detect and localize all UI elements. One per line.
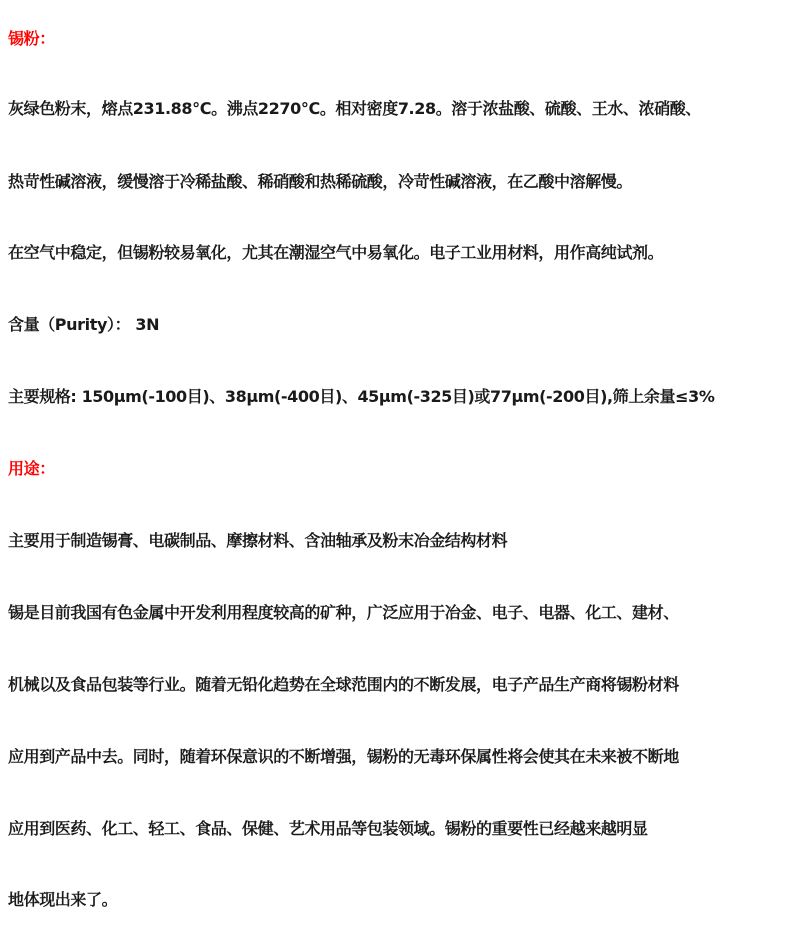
usage-text-line: 锡是目前我国有色金属中开发利用程度较高的矿种，广泛应用于冶金、电子、电器、化工、建材、 [8, 603, 679, 622]
usage-text-line: 主要用于制造锡膏、电碳制品、摩擦材料、含油轴承及粉末冶金结构材料 [8, 531, 508, 550]
property-text-line: 在空气中稳定，但锡粉较易氧化，尤其在潮湿空气中易氧化。电子工业用材料，用作高纯试剂。 [8, 243, 664, 262]
purity-text: 含量（Purity）： 3N [8, 315, 160, 334]
usage-text-line: 地体现出来了。 [8, 890, 118, 909]
usage-text-line: 应用到产品中去。同时，随着环保意识的不断增强，锡粉的无毒环保属性将会使其在未来被不断地 [8, 747, 679, 766]
property-text-line: 热苛性碱溶液，缓慢溶于冷稀盐酸、稀硝酸和热稀硫酸，冷苛性碱溶液，在乙酸中溶解慢。 [8, 172, 633, 191]
usage-text-line: 应用到医药、化工、轻工、食品、保健、艺术用品等包装领域。锡粉的重要性已经越来越明显 [8, 819, 648, 838]
property-text-line: 灰绿色粉末，熔点231.88℃。沸点2270℃。相对密度7.28。溶于浓盐酸、硫酸、王水、浓硝酸、 [8, 99, 701, 118]
specification-text: 主要规格: 150μm(-100目)、38μm(-400目)、45μm(-325目)或77μm(-200目),筛上余量≤3% [8, 387, 715, 406]
section-heading-usage: 用途： [8, 459, 55, 478]
section-heading-tin-powder: 锡粉： [8, 29, 55, 48]
usage-text-line: 机械以及食品包装等行业。随着无铅化趋势在全球范围内的不断发展，电子产品生产商将锡粉材料 [8, 675, 679, 694]
